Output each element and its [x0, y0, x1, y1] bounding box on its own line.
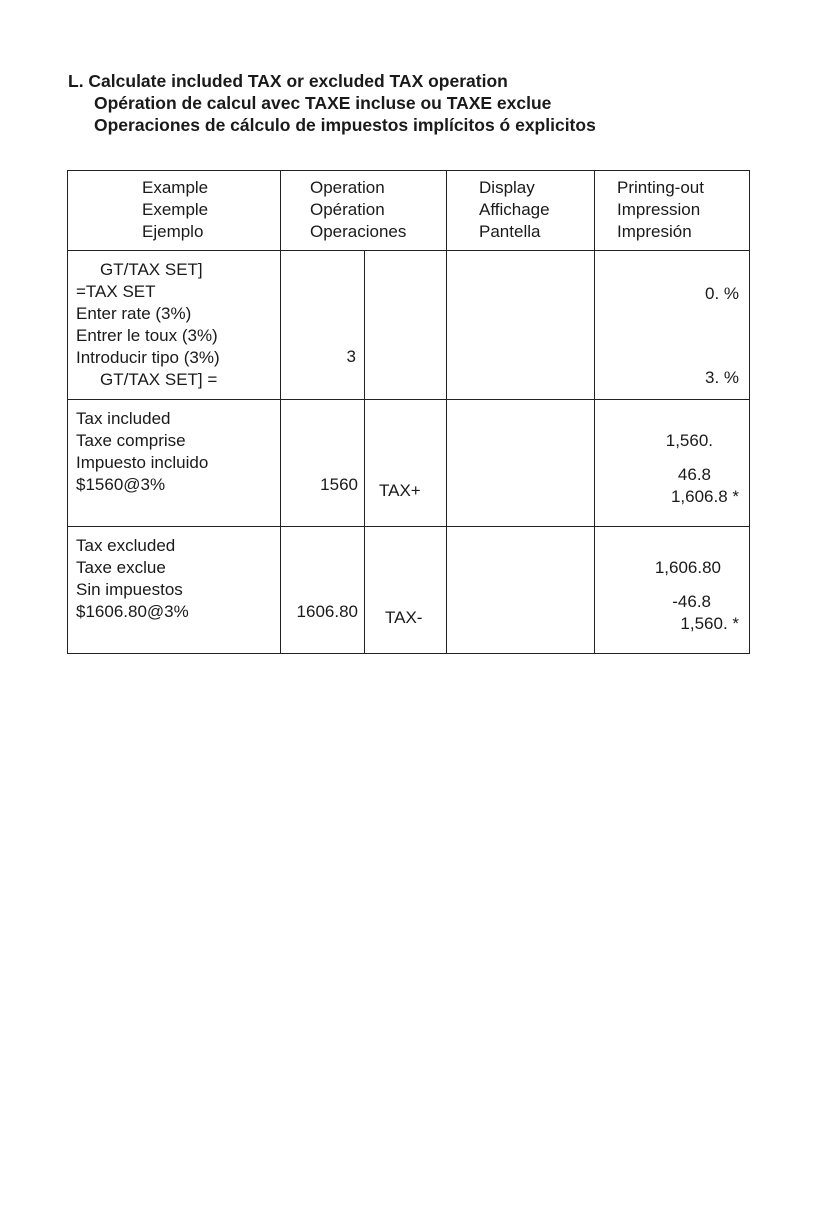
heading-french: Opération de calcul avec TAXE incluse ou TAXE exclue [94, 93, 552, 113]
section-heading [68, 70, 596, 136]
display-cell [447, 527, 595, 654]
heading-english: L. Calculate included TAX or excluded TAX operation [68, 71, 508, 91]
table-row [68, 400, 750, 527]
display-cell [447, 400, 595, 527]
example-cell: Tax excluded Taxe exclue Sin impuestos $1606.80@3% [68, 527, 281, 654]
example-cell: GT/TAX SET] =TAX SET Enter rate (3%) Entrer le toux (3%) Introducir tipo (3%) GT/TAX SET] = [68, 251, 281, 400]
heading-spanish: Operaciones de cálculo de impuestos implícitos ó explicitos [94, 115, 596, 135]
print-cell: 0. % 3. % [595, 251, 750, 400]
table-row [68, 527, 750, 654]
header-example: Example Exemple Ejemplo [68, 171, 281, 251]
header-operation: Operation Opération Operaciones [281, 171, 447, 251]
operation-value-cell: 3 [281, 251, 365, 400]
table-row [68, 251, 750, 400]
table-header-row [68, 171, 750, 251]
header-display: Display Affichage Pantella [447, 171, 595, 251]
header-printing: Printing-out Impression Impresión [595, 171, 750, 251]
operation-value-cell: 1606.80 [281, 527, 365, 654]
operation-key-cell [365, 251, 447, 400]
operation-key-cell: TAX- [365, 527, 447, 654]
display-cell [447, 251, 595, 400]
example-cell: Tax included Taxe comprise Impuesto incluido $1560@3% [68, 400, 281, 527]
tax-operation-table [67, 170, 750, 654]
print-cell: 1,606.80 -46.8 1,560. * [595, 527, 750, 654]
operation-key-cell: TAX+ [365, 400, 447, 527]
operation-value-cell: 1560 [281, 400, 365, 527]
print-cell: 1,560. 46.8 1,606.8 * [595, 400, 750, 527]
